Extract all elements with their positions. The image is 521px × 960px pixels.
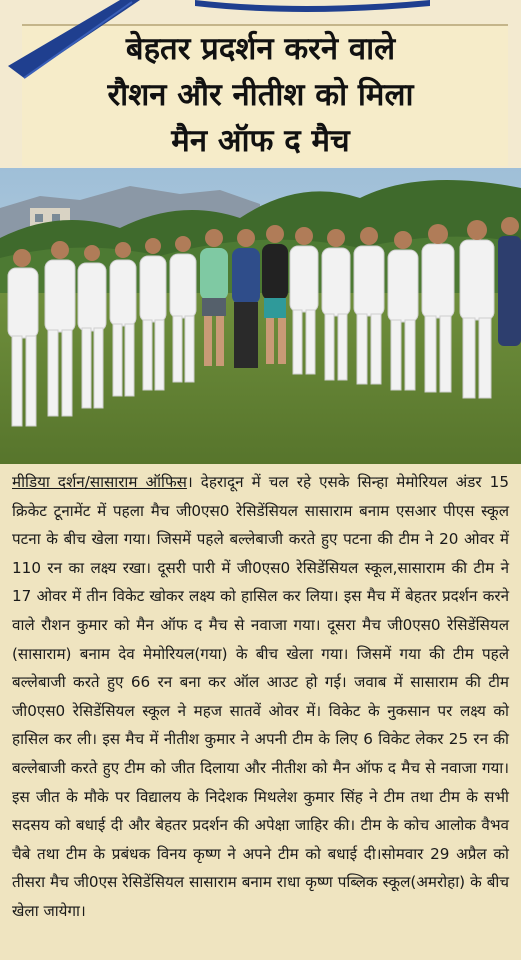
headline-area [0,0,521,168]
headline-line-2: रौशन और नीतीश को मिला [107,77,414,113]
article [0,464,521,960]
dateline: मीडिया दर्शन/सासाराम ऑफिस [12,473,187,491]
team-photo [0,168,521,464]
team-group-photo-icon [0,168,521,464]
paragraph-1: । देहरादून में चल रहे एसके सिन्हा मेमोरियल अंडर 15 क्रिकेट टूनामेंट में पहला मैच जी0एस0 रेसिडेंसियल सासाराम बनाम एसआर पीएस स्कूल पटना के बीच खेला गया। जिसमें पहले बल्लेबाजी करते हुए पटना की टीम ने 20 ओवर में 110 रन का लक्ष्य रखा। दूसरी पारी में जी0एस0 रेसिडेंसियल स्कूल,सासाराम की टीम ने 17 ओवर में तीन विकेट खोकर लक्ष्य को हासिल कर लिया। इस मैच में बेहतर प्रदर्शन करने वाले रौशन कुमार को मैन ऑफ द मैच से नवाजा गया। [12,473,509,634]
headline-line-1: बेहतर प्रदर्शन करने वाले [125,31,396,67]
headline-line-3: मैन ऑफ द मैच [171,123,350,159]
headline [0,26,521,164]
paragraph-2: दूसरा मैच जी0एस0 रेसिडेंसियल (सासाराम) बनाम देव मेमोरियल(गया) के बीच खेला गया। जिसमें गया की टीम पहले बल्लेबाजी करते हुए 66 रन बना कर ऑल आउट हो गई। जवाब में सासाराम की टीम जी0एस0 रेसिडेंसियल स्कूल ने महज सातवें ओवर में। विकेट के नुकसान पर लक्ष्य को हासिल कर ली। इस मैच में नीतीश कुमार ने अपनी टीम के लिए 6 विकेट लेकर 25 रन की बल्लेबाजी करते हुए टीम को जीत दिलाया और नीतीश को मैन ऑफ द मैच से नवाजा गया। इस जीत के मौके पर विद्यालय के निदेशक मिथलेश कुमार सिंह ने टीम तथा टीम के सभी सदसय को बधाई दी और बेहतर प्रदर्शन की अपेक्षा जाहिर की। टीम के कोच आलोक वैभव चैबे तथा टीम के प्रबंधक विनय कृष्ण ने अपने टीम को बधाई दी।सोमवार 29 अप्रैल को तीसरा मैच जी0एस रेसिडेंसियल सासाराम बनाम राधा कृष्ण पब्लिक स्कूल(अमरोहा) के बीच खेला जायेगा। [12,615,509,920]
article-body [12,468,509,926]
